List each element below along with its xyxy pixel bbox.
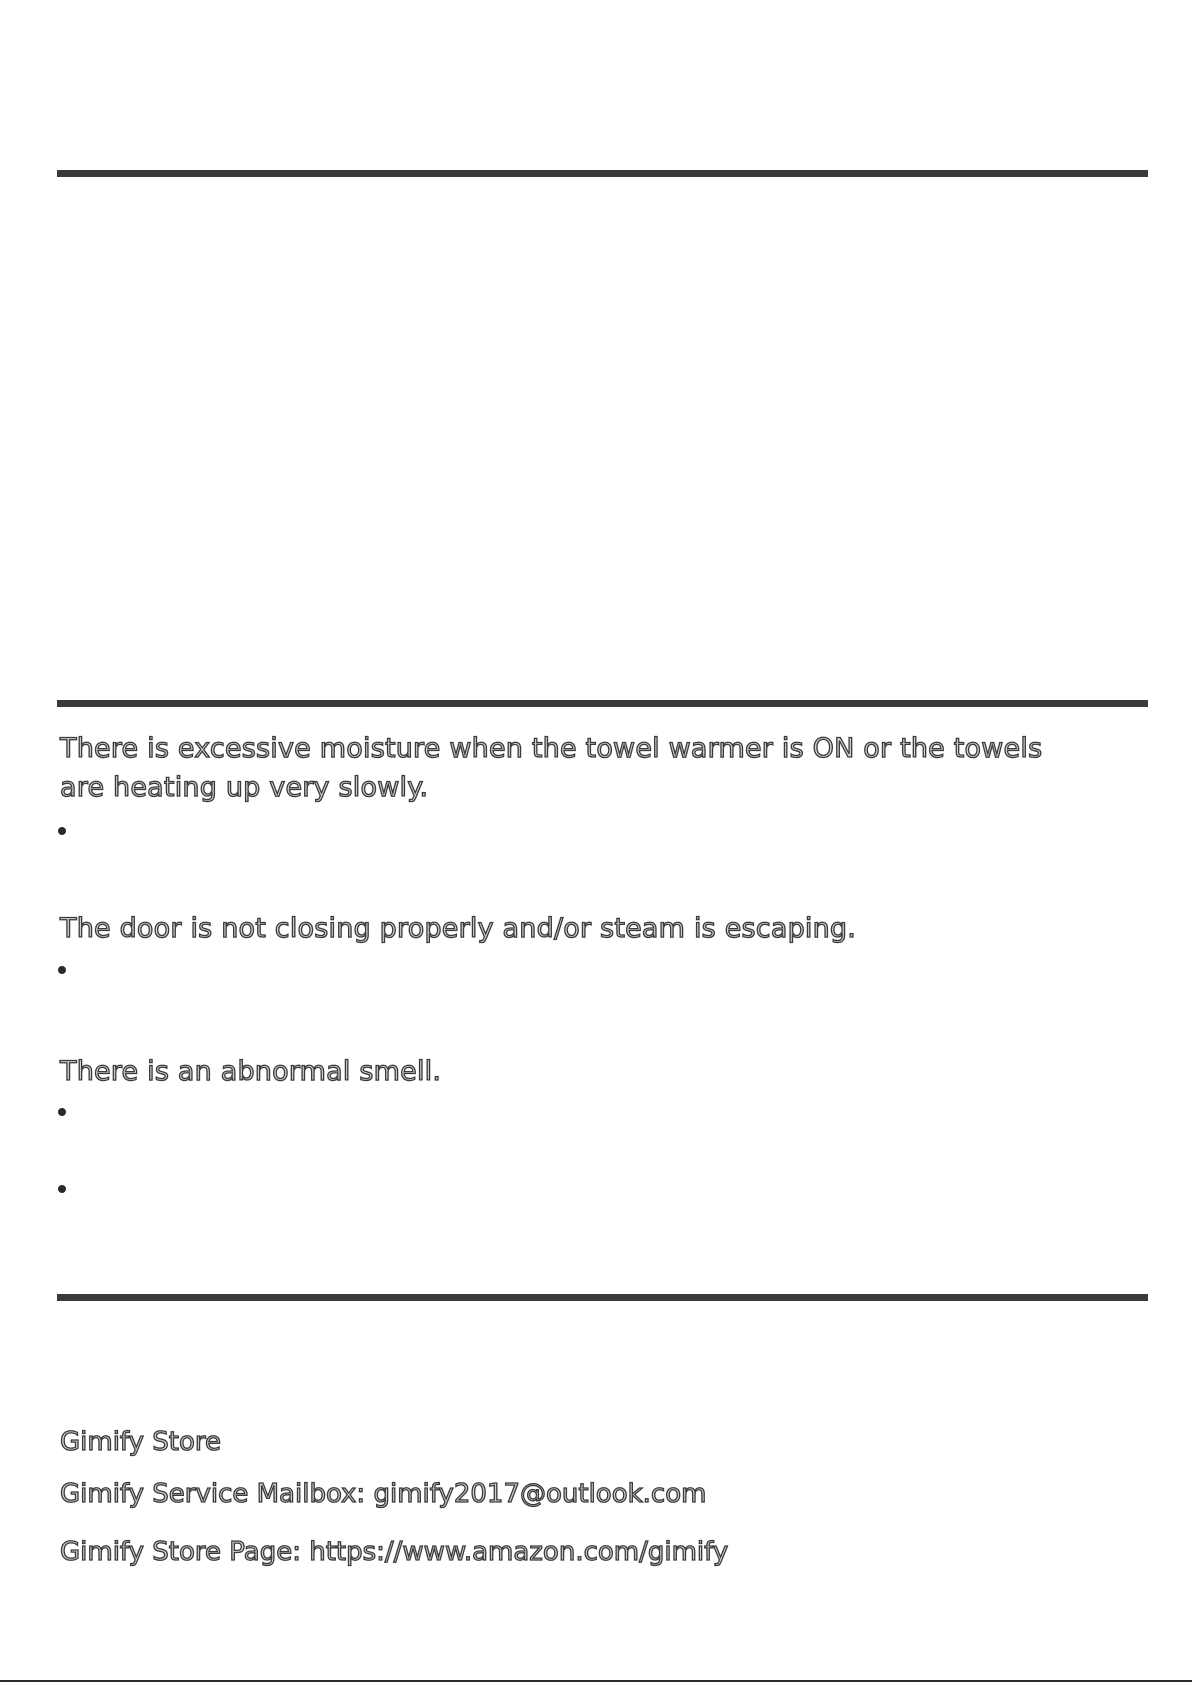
service-mailbox: Gimify Service Mailbox: gimify2017@outlook.com <box>60 1479 707 1509</box>
heading-line: There is an abnormal smell. <box>60 1056 442 1087</box>
bullet-marker <box>58 827 66 835</box>
heading-line: There is excessive moisture when the towel warmer is ON or the towels <box>60 733 1043 764</box>
heading-line: The door is not closing properly and/or steam is escaping. <box>60 913 857 944</box>
bullet-marker <box>58 966 66 974</box>
store-name: Gimify Store <box>60 1427 221 1457</box>
bullet-marker <box>58 1108 66 1116</box>
troubleshoot-heading-door <box>60 909 856 948</box>
page-bottom-edge <box>0 1680 1192 1682</box>
divider-top <box>57 170 1148 177</box>
bullet-marker <box>58 1185 66 1193</box>
heading-line: are heating up very slowly. <box>60 772 429 803</box>
divider-bottom <box>57 1294 1148 1301</box>
troubleshoot-heading-smell <box>60 1052 441 1091</box>
troubleshoot-heading-moisture <box>60 729 1042 807</box>
divider-middle <box>57 700 1148 707</box>
store-page-link[interactable]: Gimify Store Page: https://www.amazon.com/gimify <box>60 1537 729 1567</box>
